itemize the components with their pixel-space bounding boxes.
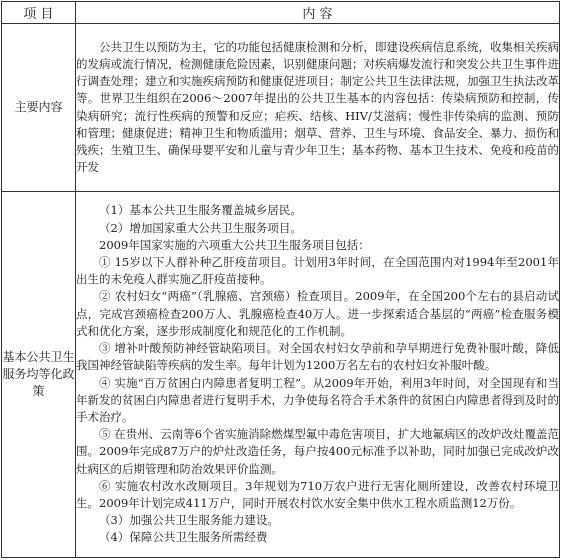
policy-item-5: ⑤ 在贵州、云南等6个省实施消除燃煤型氟中毒危害项目，扩大地氟病区的改炉改灶覆盖范围。2009年完成87万户的炉灶改造任务，每户按400元标准予以补助，同时加强已完成改炉改灶病区的后期管理和防治效果评价监测。 [76,427,559,476]
table-row-equalization-policy [2,192,560,558]
policy-item-4: ④ 实施“百万贫困白内障患者复明工程”。从2009年开始，利用3年时间，对全国现有和当年新发的贫困白内障患者进行复明手术，力争使每名符合手术条件的贫困白内障患者得到及时的手术治疗。 [76,375,559,424]
header-content: 内 容 [76,2,560,24]
header-item: 项 目 [2,2,76,24]
table-row-main-content [2,24,560,192]
main-content-paragraph: 公共卫生以预防为主，它的功能包括健康检测和分析，即建设疾病信息系统，收集相关疾病的发病或流行情况，检测健康危险因素，识别健康问题；对疾病爆发流行和突发公共卫生事件进行调查处理；建立和实施疾病预防和健康促进项目；制定公共卫生法律法规，加强卫生执法改革等。世界卫生组织在2006～2007年提出的公共卫生基本的内容包括：传染病预防和控制，传染病研究；流行性疾病的预警和反应；疟疾、结核、HIV/艾滋病；慢性非传染病的监测、预防和管理；健康促进；精神卫生和物质滥用；烟草、营养、卫生与环境、食品安全、暴力、损伤和残疾；生殖卫生、确保母婴平安和儿童与青少年卫生；基本药物、基本卫生技术、免疫和疫苗的开发 [76,39,559,175]
policy-item-6: ⑥ 实施农村改水改厕项目。3年规划为710万农户进行无害化厕所建设，改善农村环境卫生。2009年计划完成411万户，同时开展农村饮水安全集中供水工程水质监测12万份。 [76,478,559,510]
row-label-equalization-policy: 基本公共卫生服务均等化政策 [2,192,76,558]
policy-paragraph-2: （2）增加国家重大公共卫生服务项目。 [99,220,302,235]
table-header-row [2,2,560,24]
policy-item-2: ② 农村妇女“两癌”（乳腺癌、宫颈癌）检查项目。2009年，在全国200个左右的县启动试点，完成宫颈癌检查200万人、乳腺癌检查40万人。进一步探索适合基层的“两癌”检查服务模式和优化方案，逐步形成制度化和规范化的工作机制。 [76,289,559,338]
row-label-main-content: 主要内容 [2,24,76,192]
row-content-main [76,24,560,192]
policy-paragraph-3: 2009年国家实施的六项重大公共卫生服务项目包括： [99,237,370,252]
policy-item-3: ③ 增补叶酸预防神经管缺陷项目。对全国农村妇女孕前和孕早期进行免费补服叶酸，降低我国神经管缺陷等疾病的发生率。每年计划为1200万名左右的农村妇女补服叶酸。 [76,341,559,373]
policy-paragraph-4: （3）加强公共卫生服务能力建设。 [99,513,279,528]
content-table [1,1,560,558]
policy-paragraph-1: （1）基本公共卫生服务覆盖城乡居民。 [99,203,302,218]
policy-item-1: ① 15岁以下人群补种乙肝疫苗项目。计划用3年时间，在全国范围内对1994年至2001年出生的未免疫人群实施乙肝疫苗接种。 [76,255,559,287]
policy-paragraph-5: （4）保障公共卫生服务所需经费 [99,530,268,545]
row-content-policy [76,192,560,558]
